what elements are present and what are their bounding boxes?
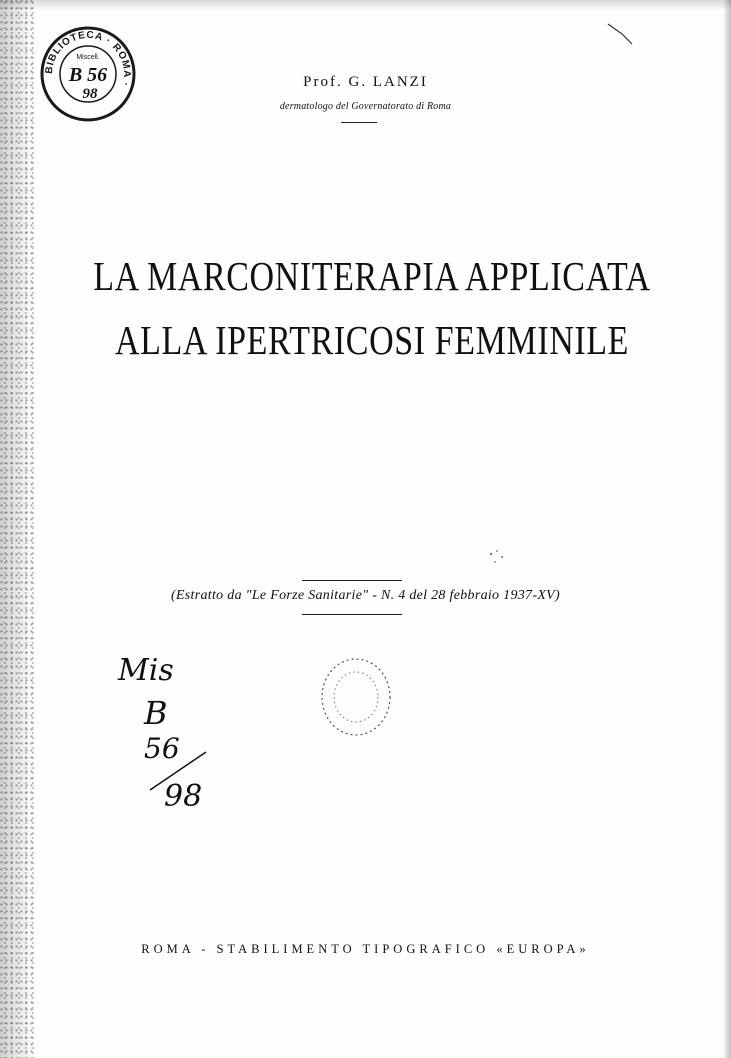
handwriting-line-3: 56 [144,732,180,765]
title-line-1: LA MARCONITERAPIA APPLICATA [93,254,651,300]
scan-edge-top [0,0,731,10]
handwriting-line-4: 98 [164,779,203,814]
stamp-inner-top: Miscell. [76,54,100,61]
author-affiliation: dermatologo del Governatorato di Roma [279,101,452,112]
stamp-inner-mid: B 56 [68,64,108,86]
publisher-imprint: ROMA - STABILIMENTO TIPOGRAFICO «EUROPA» [141,942,590,956]
extract-note: (Estratto da "Le Forze Sanitarie" - N. 4 del 28 febbraio 1937-XV) [170,588,560,603]
faint-circular-stamp [316,652,396,742]
scan-edge-left [0,0,34,1058]
header-divider [341,122,377,123]
title-line-2: ALLA IPERTRICOSI FEMMINILE [114,318,630,364]
extract-rule-top [302,580,402,581]
scan-speck [487,548,507,568]
handwriting-line-2: B [144,694,168,732]
stamp-inner-bottom: 98 [82,86,98,102]
stamp-ring-text: BIBLIOTECA · ROMA · [43,29,133,89]
scan-mark [606,20,636,50]
handwritten-shelfmark [110,640,230,820]
extract-rule-bottom [302,614,402,615]
author-name: Prof. G. LANZI [303,74,428,90]
scan-edge-right [723,0,731,1058]
handwriting-line-1: Mis [118,653,174,688]
